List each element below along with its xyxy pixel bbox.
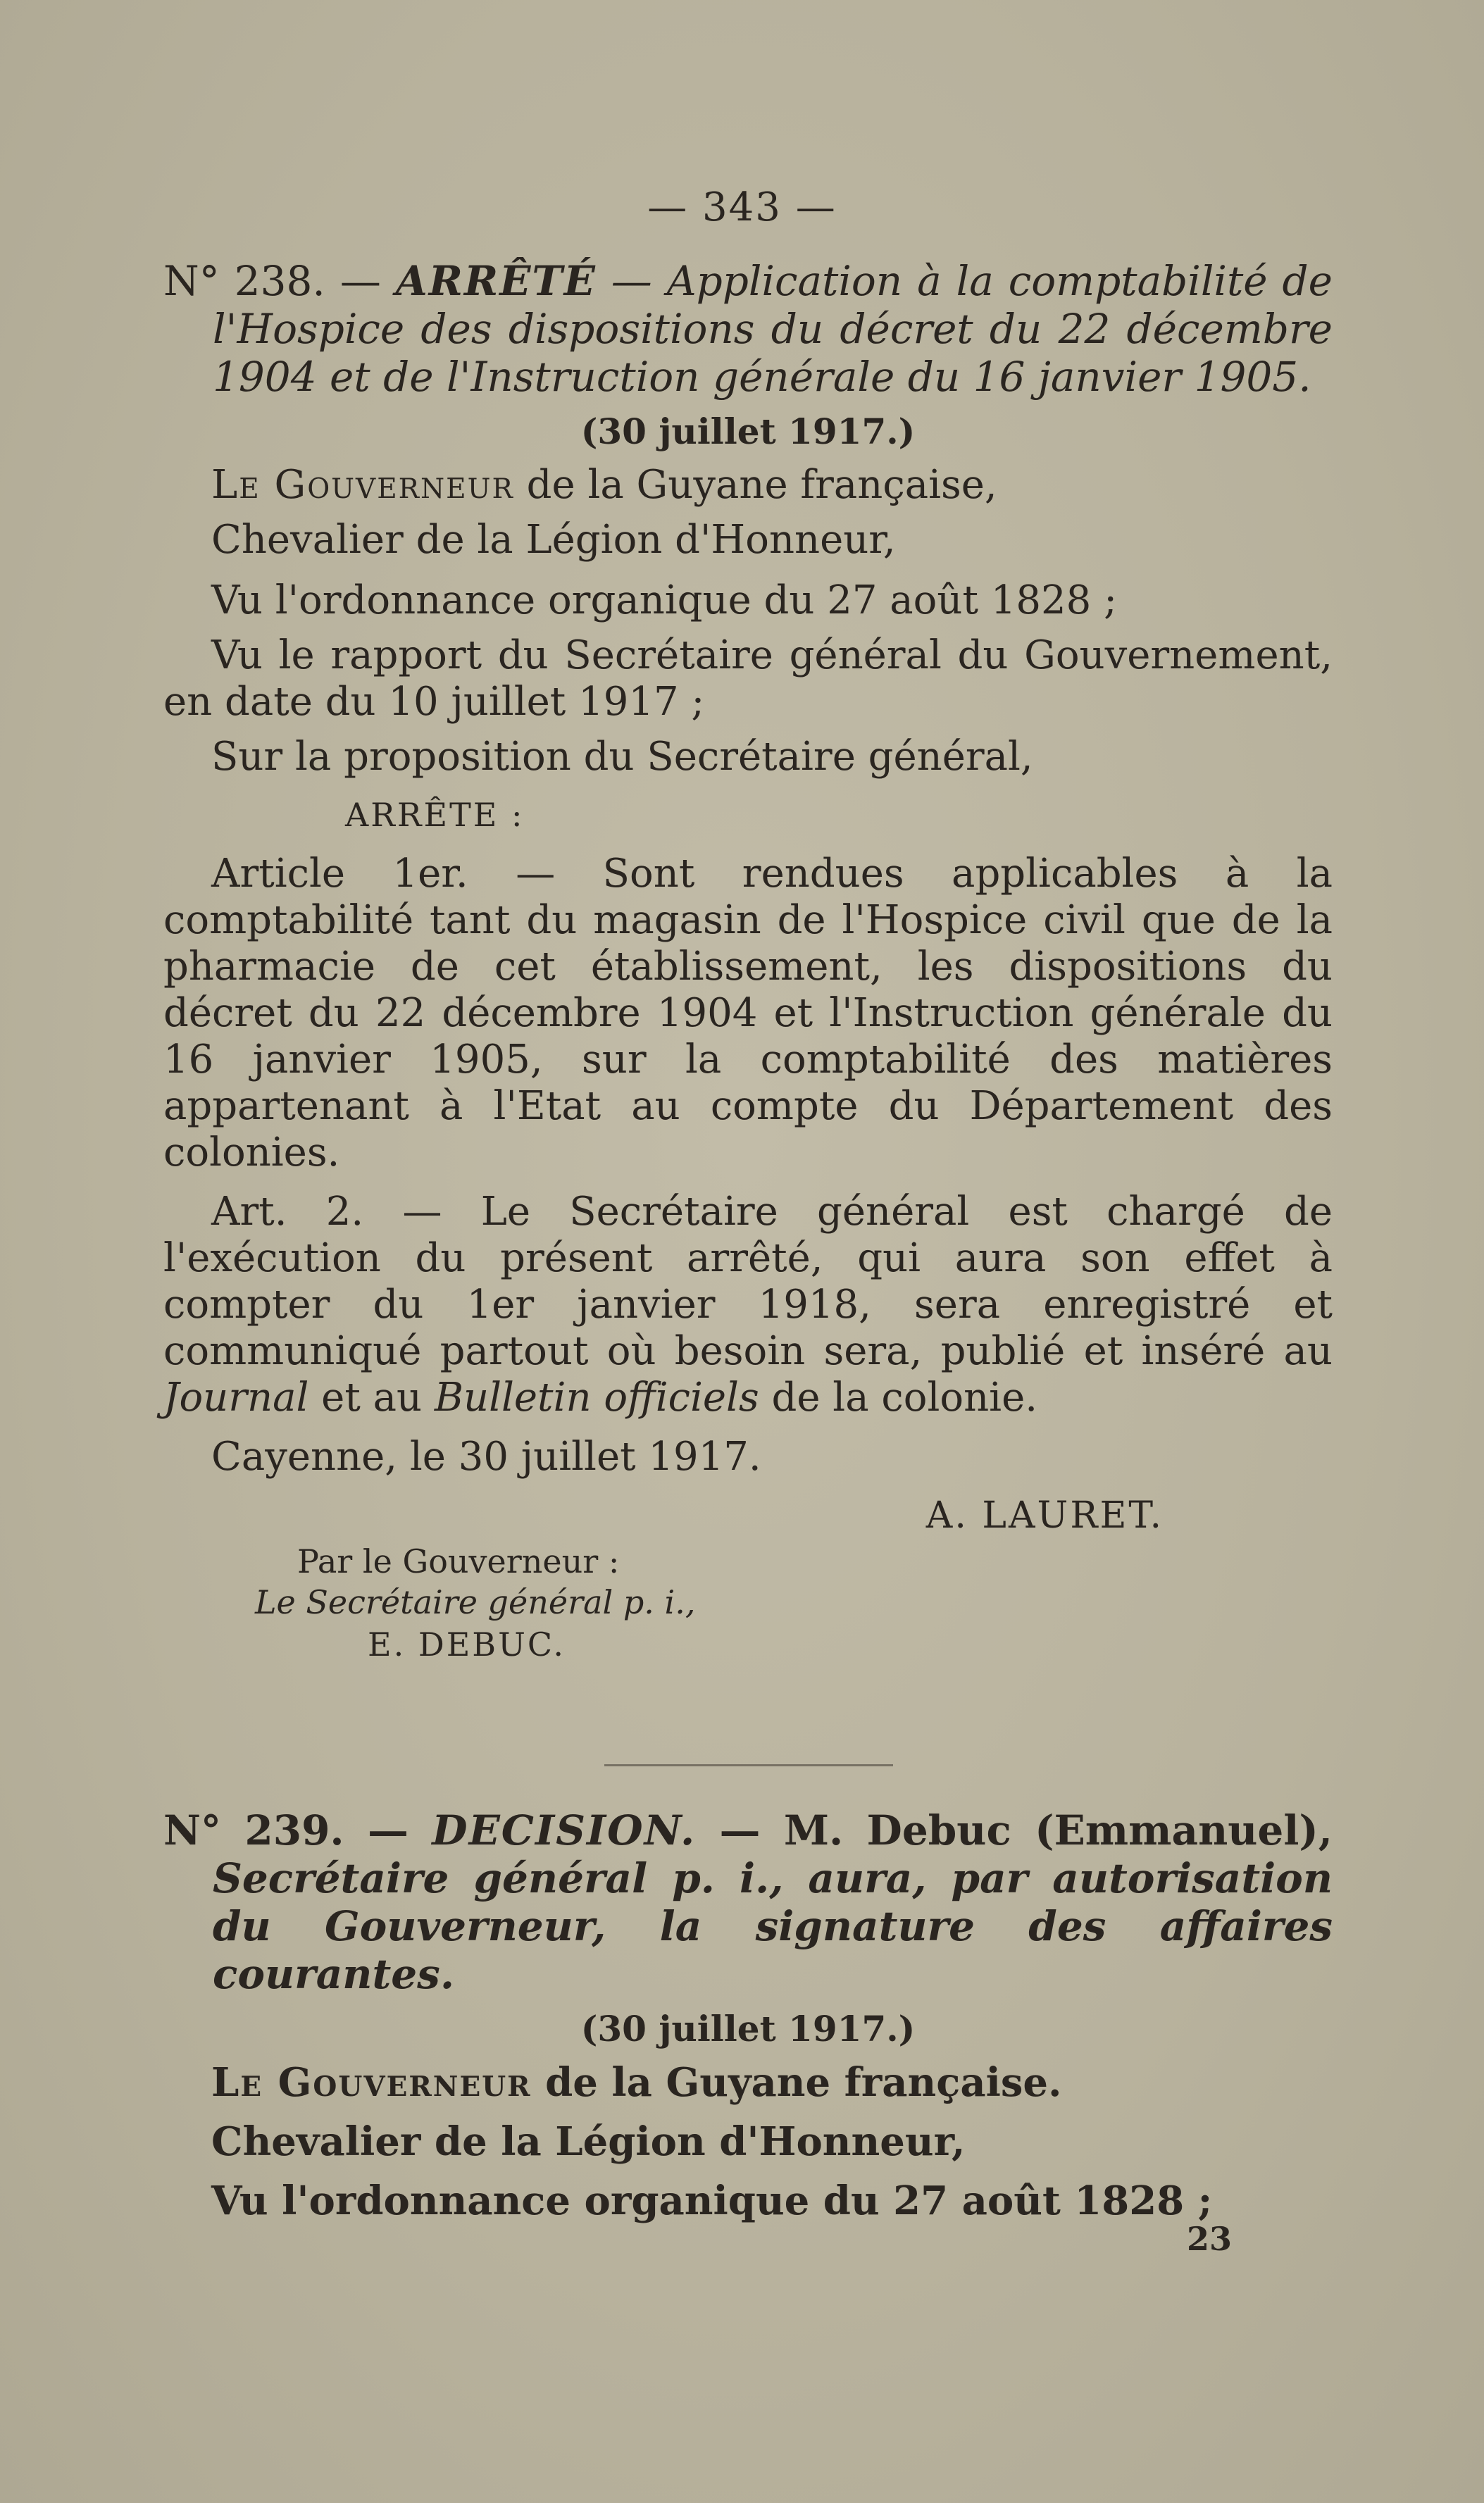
- entry-238-vu-rapport: Vu le rapport du Secrétaire général du Gouvernement, en date du 10 juillet 1917 ;: [163, 632, 1333, 725]
- entry-238-vu-ordonnance: Vu l'ordonnance organique du 27 août 1828 ;: [211, 578, 1117, 623]
- governor-rest-239: de la Guyane française.: [531, 2059, 1062, 2106]
- entry-239-governor: [163, 2059, 1333, 2106]
- entry-238-number: N° 238. —: [163, 257, 396, 305]
- entry-238-kind: ARRÊTÉ: [395, 257, 597, 305]
- entry-239: [163, 1806, 1333, 2224]
- entry-239-chevalier: Chevalier de la Légion d'Honneur,: [211, 2118, 966, 2165]
- article-2-text-c: de la colonie.: [759, 1375, 1038, 1421]
- entry-238-article-2: [163, 1189, 1333, 1421]
- entry-238-secretaire: Le Secrétaire général p. i.,: [255, 1583, 696, 1621]
- entry-239-subject-a: — M. Debuc (Emmanuel),: [696, 1806, 1333, 1854]
- entry-238-signature: A. LAURET.: [925, 1494, 1164, 1537]
- entry-238-place-date: Cayenne, le 30 juillet 1917.: [211, 1434, 761, 1480]
- entry-238-subject: — Application à la comptabilité de l'Hospice des dispositions du décret du 22 décembre 1904 et de l'Instruction générale du 16 janvier 1905.: [213, 257, 1333, 401]
- entry-238-date: (30 juillet 1917.): [580, 411, 916, 452]
- article-2-text-b: et au: [308, 1375, 435, 1421]
- governor-title: Le Gouverneur: [211, 462, 514, 508]
- governor-rest: de la Guyane française,: [513, 462, 997, 508]
- governor-title-239: Le Gouverneur: [211, 2059, 532, 2106]
- entry-238-par-le-gouverneur: Par le Gouverneur :: [297, 1542, 620, 1580]
- entry-239-number: N° 239. —: [163, 1806, 432, 1854]
- article-2-bulletin: Bulletin officiels: [434, 1375, 759, 1421]
- page-folio: — 343 —: [647, 185, 837, 230]
- entry-239-date: (30 juillet 1917.): [580, 2008, 916, 2049]
- entry-238-sur-proposition: Sur la proposition du Secrétaire général,: [211, 734, 1033, 780]
- entry-238-chevalier: Chevalier de la Légion d'Honneur,: [211, 517, 896, 563]
- sheet-signature-number: 23: [1187, 2220, 1233, 2258]
- entry-238: [163, 257, 1333, 1664]
- article-2-text-a: Art. 2. — Le Secrétaire général est chargé de l'exécution du présent arrêté, qui aura son effet à compter du 1er janvier 1918, sera enregistré et communiqué partout où besoin sera, publié et inséré au: [163, 1189, 1333, 1374]
- entry-239-heading: [163, 1806, 1333, 1998]
- article-2-journal: Journal: [163, 1375, 309, 1421]
- section-divider: [604, 1764, 893, 1766]
- entry-239-kind: DECISION.: [432, 1806, 697, 1854]
- entry-238-heading: [163, 257, 1333, 401]
- entry-239-subject-b: Secrétaire général p. i., aura, par autorisation du Gouverneur, la signature des affaires courantes.: [213, 1854, 1333, 1998]
- entry-238-arrete: ARRÊTE :: [345, 796, 525, 834]
- entry-238-secretaire-name: E. DEBUC.: [368, 1625, 566, 1664]
- entry-238-article-1: Article 1er. — Sont rendues applicables à la comptabilité tant du magasin de l'Hospice civil que de la pharmacie de cet établissement, les dispositions du décret du 22 décembre 1904 et l'Instruction générale du 16 janvier 1905, sur la comptabilité des matières appartenant à l'Etat au compte du Département des colonies.: [163, 851, 1333, 1175]
- entry-239-vu-ordonnance: Vu l'ordonnance organique du 27 août 1828 ;: [211, 2178, 1213, 2224]
- entry-238-governor: [163, 462, 1333, 508]
